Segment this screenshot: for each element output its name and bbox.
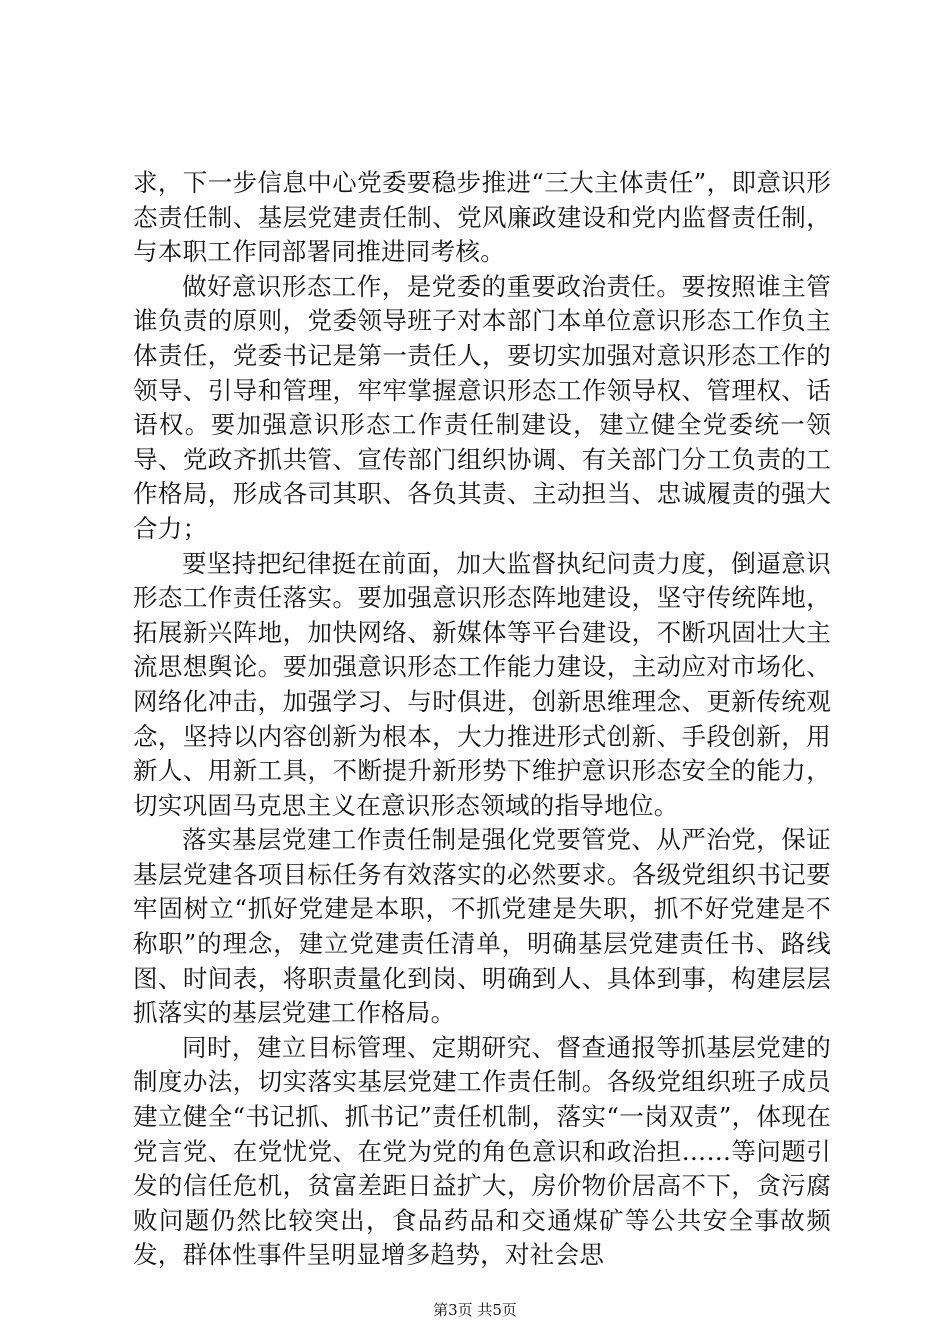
paragraph-1: 求，下一步信息中心党委要稳步推进“三大主体责任”，即意识形态责任制、基层党建责任制、党风廉政建设和党内监督责任制，与本职工作同部署同推进同考核。	[133, 168, 831, 267]
page-number-label: 第3页 共5页	[433, 1301, 517, 1319]
paragraph-3: 要坚持把纪律挺在前面，加大监督执纪问责力度，倒逼意识形态工作责任落实。要加强意识形态阵地建设，坚守传统阵地，拓展新兴阵地，加快网络、新媒体等平台建设，不断巩固壮大主流思想舆论。要加强意识形态工作能力建设，主动应对市场化、网络化冲击，加强学习、与时俱进，创新思维理念、更新传统观念，坚持以内容创新为根本，大力推进形式创新、手段创新，用新人、用新工具，不断提升新形势下维护意识形态安全的能力，切实巩固马克思主义在意识形态领域的指导地位。	[133, 548, 831, 820]
paragraph-5: 同时，建立目标管理、定期研究、督查通报等抓基层党建的制度办法，切实落实基层党建工作责任制。各级党组织班子成员建立健全“书记抓、抓书记”责任机制，落实“一岗双责”，体现在党言党、在党忧党、在党为党的角色意识和政治担……等问题引发的信任危机，贫富差距日益扩大，房价物价居高不下，贪污腐败问题仍然比较突出，食品药品和交通煤矿等公共安全事故频发，群体性事件呈明显增多趋势，对社会思	[133, 1032, 831, 1270]
paragraph-4: 落实基层党建工作责任制是强化党要管党、从严治党，保证基层党建各项目标任务有效落实的必然要求。各级党组织书记要牢固树立“抓好党建是本职，不抓党建是失职，抓不好党建是不称职”的理念，建立党建责任清单，明确基层党建责任书、路线图、时间表，将职责量化到岗、明确到人、具体到事，构建层层抓落实的基层党建工作格局。	[133, 825, 831, 1028]
paragraph-2: 做好意识形态工作，是党委的重要政治责任。要按照谁主管谁负责的原则，党委领导班子对本部门本单位意识形态工作负主体责任，党委书记是第一责任人，要切实加强对意识形态工作的领导、引导和管理，牢牢掌握意识形态工作领导权、管理权、话语权。要加强意识形态工作责任制建设，建立健全党委统一领导、党政齐抓共管、宣传部门组织协调、有关部门分工负责的工作格局，形成各司其职、各负其责、主动担当、忠诚履责的强大合力；	[133, 271, 831, 543]
page-footer	[0, 1300, 950, 1320]
document-body	[133, 166, 831, 1273]
